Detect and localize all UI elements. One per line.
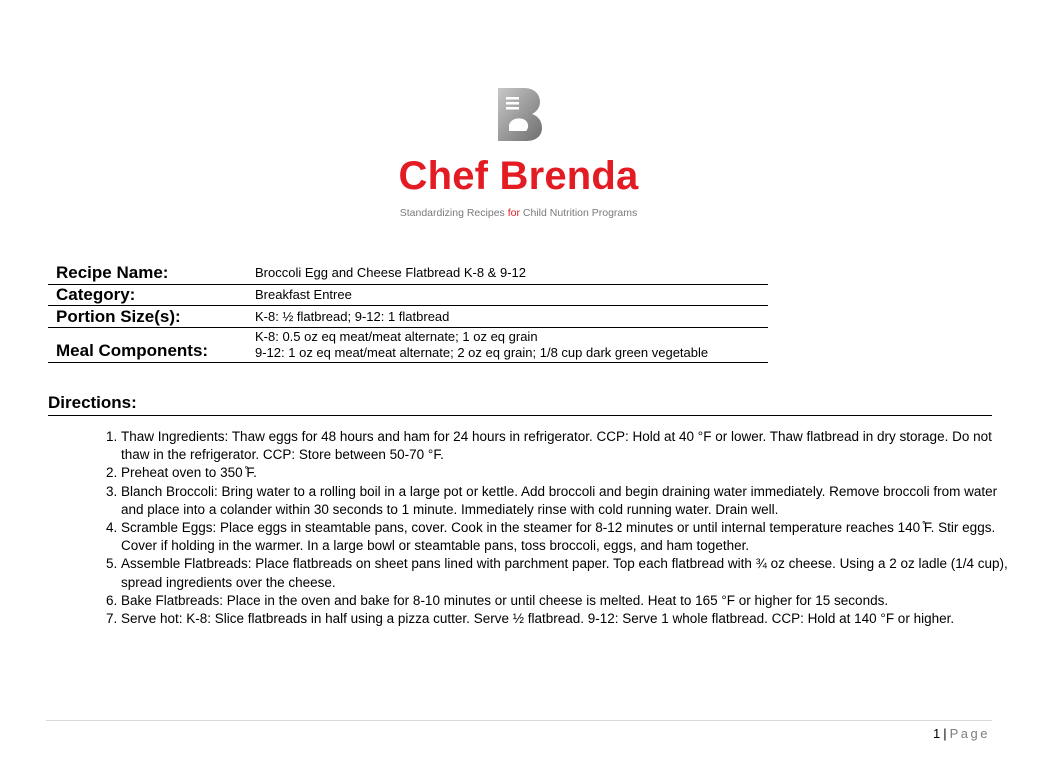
tagline-pre: Standardizing Recipes xyxy=(399,207,508,219)
direction-step: 3. Blanch Broccoli: Bring water to a rolling boil in a large pot or kettle. Add broccoli and begin draining water immediately. Remove broccoli from water and place into a colander within 30 seconds to 1 minute. Immediately rinse with cold running water. Drain well. xyxy=(121,483,1021,519)
brand-name: Chef Brenda xyxy=(398,154,639,198)
direction-step: 7. Serve hot: K-8: Slice flatbreads in half using a pizza cutter. Serve ½ flatbread. 9-12: Serve 1 whole flatbread. CCP: Hold at 140 °F or higher. xyxy=(121,610,1021,628)
portion-label: Portion Size(s): xyxy=(56,306,181,326)
category-value: Breakfast Entree xyxy=(255,287,352,302)
portion-value: K-8: ½ flatbread; 9-12: 1 flatbread xyxy=(255,308,450,324)
tagline-for: for xyxy=(507,207,520,219)
page-label: Page xyxy=(949,726,990,741)
meal-components-label: Meal Components: xyxy=(56,341,209,360)
page-number: 1 xyxy=(933,726,941,741)
meal-components-row xyxy=(48,328,768,363)
meal-components-line: K-8: 0.5 oz eq meat/meat alternate; 1 oz eq grain xyxy=(255,329,538,344)
logo xyxy=(0,86,1037,147)
portion-row xyxy=(48,306,768,328)
tagline-post: Child Nutrition Programs xyxy=(519,207,638,219)
meal-components-value xyxy=(255,329,708,361)
direction-step: 2. Preheat oven to 350 ̊F. xyxy=(121,464,1021,482)
recipe-name-label: Recipe Name: xyxy=(56,263,169,282)
direction-step: 1. Thaw Ingredients: Thaw eggs for 48 hours and ham for 24 hours in refrigerator. CCP: Hold at 40 °F or lower. Thaw flatbread in dry storage. Do not thaw in the refrigerator. CCP: Store between 50-70 °F. xyxy=(121,428,1021,464)
recipe-info-table xyxy=(48,262,768,363)
direction-step: 5. Assemble Flatbreads: Place flatbreads on sheet pans lined with parchment paper. Top each flatbread with ¾ oz cheese. Using a 2 oz ladle (1/4 cup), spread ingredients over the cheese. xyxy=(121,555,1021,591)
category-row xyxy=(48,285,768,306)
chef-brenda-b-logo-icon xyxy=(494,86,544,142)
brand-tagline xyxy=(0,207,1037,219)
footer-divider xyxy=(46,720,992,721)
direction-step: 4. Scramble Eggs: Place eggs in steamtable pans, cover. Cook in the steamer for 8-12 minutes or until internal temperature reaches 140 ̊F. Stir eggs. Cover if holding in the warmer. In a large bowl or steamtable pans, toss broccoli, eggs, and ham together. xyxy=(121,519,1021,555)
recipe-name-row xyxy=(48,262,768,285)
page-separator: | xyxy=(943,726,947,741)
meal-components-line: 9-12: 1 oz eq meat/meat alternate; 2 oz eq grain; 1/8 cup dark green vegetable xyxy=(255,345,709,360)
recipe-name-value: Broccoli Egg and Cheese Flatbread K-8 & 9-12 xyxy=(255,265,526,280)
page-footer xyxy=(933,726,990,741)
directions-list xyxy=(90,428,1021,628)
category-label: Category: xyxy=(56,285,136,304)
directions-heading: Directions: xyxy=(48,393,992,416)
direction-step: 6. Bake Flatbreads: Place in the oven and bake for 8-10 minutes or until cheese is melted. Heat to 165 °F or higher for 15 seconds. xyxy=(121,592,1021,610)
